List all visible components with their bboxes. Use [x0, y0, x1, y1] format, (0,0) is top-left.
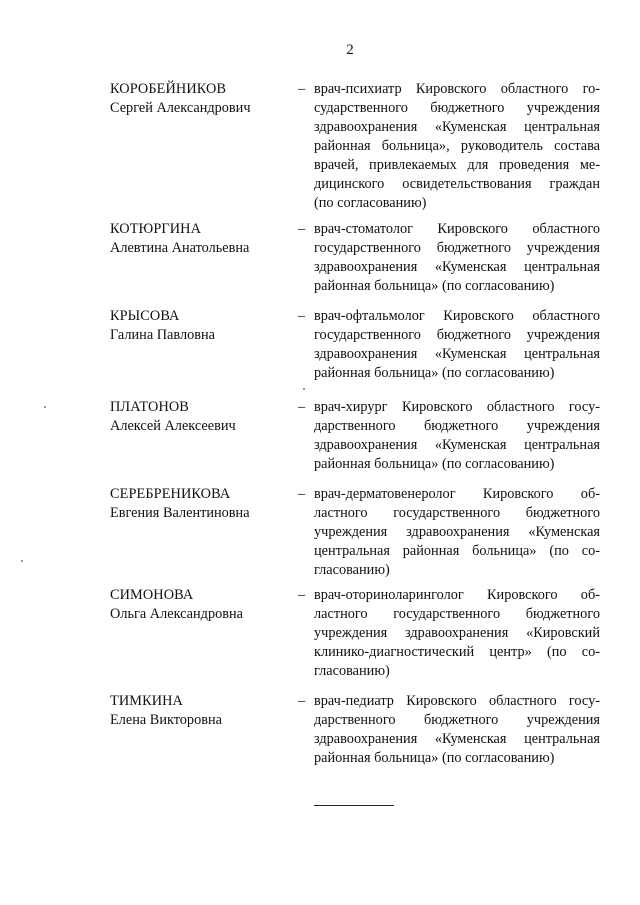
person-name [110, 692, 285, 730]
description-line: ластного государственного бюджетного [314, 606, 600, 622]
person-given-name: Елена Викторовна [110, 712, 222, 728]
description-line: гласованию) [314, 663, 390, 679]
description-line: врач-хирург Кировского областного госу- [314, 399, 600, 415]
person-surname: ТИМКИНА [110, 693, 183, 709]
person-surname: КРЫСОВА [110, 308, 180, 324]
description-line: ластного государственного бюджетного [314, 505, 600, 521]
scan-speck [21, 560, 23, 562]
person-name [110, 80, 285, 118]
description-line: районная больница» (по согласованию) [314, 750, 555, 766]
person-surname: СИМОНОВА [110, 587, 194, 603]
description-line: учреждения здравоохранения «Кировский [314, 625, 600, 641]
entry-dash: – [298, 308, 306, 324]
person-given-name: Галина Павловна [110, 327, 215, 343]
person-surname: СЕРЕБРЕНИКОВА [110, 486, 231, 502]
description-line: врач-психиатр Кировского областного го- [314, 81, 600, 97]
person-name [110, 586, 285, 624]
entry-dash: – [298, 221, 306, 237]
position-description [314, 80, 600, 213]
person-given-name: Евгения Валентиновна [110, 505, 250, 521]
position-description [314, 586, 600, 681]
person-name [110, 485, 285, 523]
description-line: учреждения здравоохранения «Куменская [314, 524, 600, 540]
person-name [110, 307, 285, 345]
description-line: дарственного бюджетного учреждения [314, 712, 600, 728]
entry-dash: – [298, 587, 306, 603]
description-line: районная больница» (по согласованию) [314, 365, 555, 381]
description-line: дицинского освидетельствования граждан [314, 176, 600, 192]
description-line: врач-педиатр Кировского областного госу- [314, 693, 600, 709]
description-line: врач-оториноларинголог Кировского об- [314, 587, 600, 603]
scan-speck [44, 406, 46, 408]
description-line: (по согласованию) [314, 195, 427, 211]
person-surname: ПЛАТОНОВ [110, 399, 189, 415]
description-line: районная больница» (по согласованию) [314, 456, 555, 472]
person-given-name: Ольга Александровна [110, 606, 243, 622]
description-line: врачей, привлекаемых для проведения ме- [314, 157, 600, 173]
description-line: здравоохранения «Куменская центральная [314, 731, 600, 747]
person-name [110, 220, 285, 258]
person-given-name: Сергей Александрович [110, 100, 251, 116]
person-given-name: Алексей Алексеевич [110, 418, 236, 434]
description-line: государственного бюджетного учреждения [314, 327, 600, 343]
description-line: здравоохранения «Куменская центральная [314, 346, 600, 362]
person-given-name: Алевтина Анатольевна [110, 240, 250, 256]
description-line: центральная районная больница» (по со- [314, 543, 600, 559]
description-line: здравоохранения «Куменская центральная [314, 119, 600, 135]
entry-dash: – [298, 399, 306, 415]
description-line: гласованию) [314, 562, 390, 578]
position-description [314, 307, 600, 383]
end-of-list-rule [314, 805, 394, 806]
position-description [314, 485, 600, 580]
entry-dash: – [298, 486, 306, 502]
person-surname: КОРОБЕЙНИКОВ [110, 81, 227, 97]
person-name [110, 398, 285, 436]
description-line: районная больница», руководитель состава [314, 138, 600, 154]
description-line: здравоохранения «Куменская центральная [314, 259, 600, 275]
person-surname: КОТЮРГИНА [110, 221, 202, 237]
entry-dash: – [298, 693, 306, 709]
description-line: врач-дерматовенеролог Кировского об- [314, 486, 600, 502]
description-line: дарственного бюджетного учреждения [314, 418, 600, 434]
description-line: сударственного бюджетного учреждения [314, 100, 600, 116]
entry-dash: – [298, 81, 306, 97]
position-description [314, 220, 600, 296]
description-line: врач-стоматолог Кировского областного [314, 221, 600, 237]
page-number: 2 [346, 42, 354, 58]
position-description [314, 398, 600, 474]
description-line: районная больница» (по согласованию) [314, 278, 555, 294]
description-line: клинико-диагностический центр» (по со- [314, 644, 600, 660]
scan-speck [303, 388, 305, 390]
position-description [314, 692, 600, 768]
description-line: врач-офтальмолог Кировского областного [314, 308, 600, 324]
description-line: государственного бюджетного учреждения [314, 240, 600, 256]
description-line: здравоохранения «Куменская центральная [314, 437, 600, 453]
